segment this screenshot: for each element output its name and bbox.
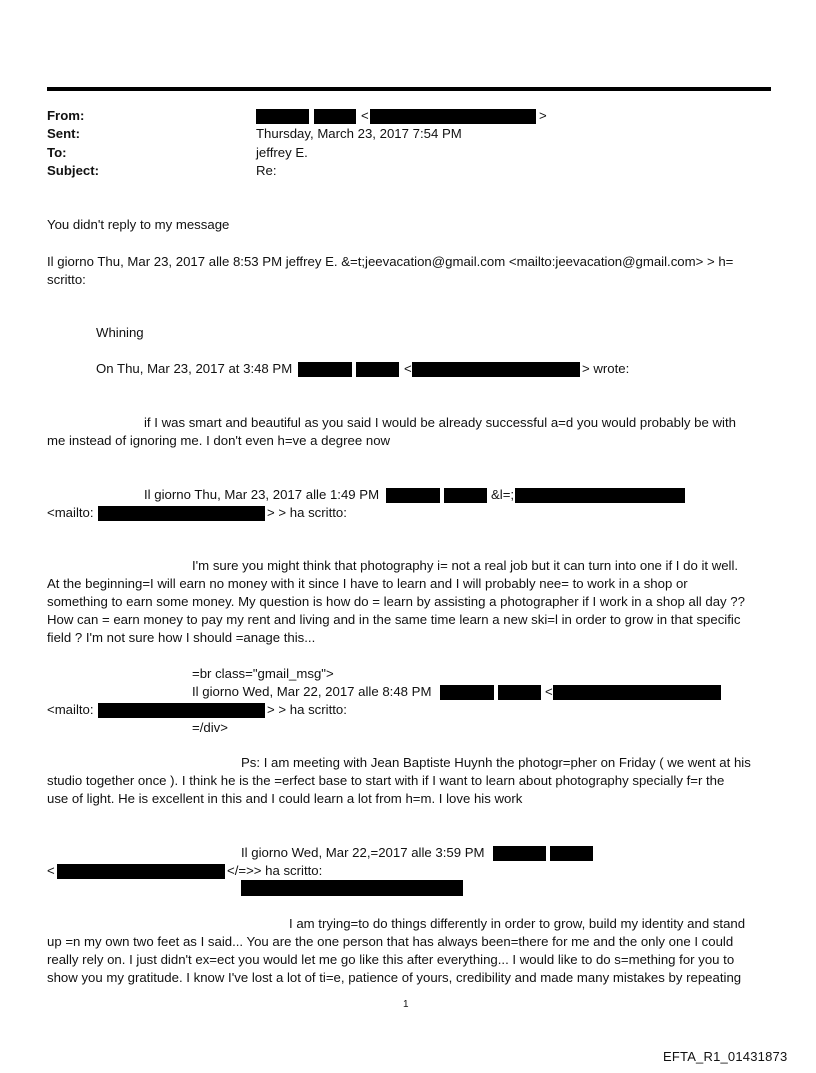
para-photo-line-4: How can = earn money to pay my rent and living and in the same time learn a new ski=l in order to grow in that specific: [47, 612, 741, 627]
document-id: EFTA_R1_01431873: [663, 1049, 788, 1064]
para-trying-line-4: show you my gratitude. I know I've lost a lot of ti=e, patience of yours, credibility and made many mistakes by repeating: [47, 970, 742, 985]
body-ilgiorno-2-amp: &l=;: [491, 487, 515, 502]
from-label: From:: [47, 108, 85, 123]
redaction-name-4a: [493, 846, 546, 861]
redaction-name-1a: [298, 362, 352, 377]
redaction-sender-last: [314, 109, 356, 124]
subject-label: Subject:: [47, 163, 100, 178]
redaction-name-2b: [444, 488, 487, 503]
body-ilgiorno-4: Il giorno Wed, Mar 22,=2017 alle 3:59 PM: [241, 845, 485, 860]
para-ps-line-3: use of light. He is excellent in this and I could learn a lot from h=m. I love his work: [47, 791, 523, 806]
redaction-sender-first: [256, 109, 309, 124]
body-br-class: =br class="gmail_msg">: [192, 666, 334, 681]
para-ps-line-2: studio together once ). I think he is the =erfect base to start with if I want to learn about photography specially f=r the: [47, 773, 725, 788]
body-mailto-1: <mailto:: [47, 505, 94, 520]
redaction-mailto-1: [98, 506, 265, 521]
body-on-thu-lt: <: [404, 361, 412, 376]
body-div-close: =/div>: [192, 720, 228, 735]
para-photo-line-1: I'm sure you might think that photography i= not a real job but it can turn into one if I do it well.: [192, 558, 739, 573]
body-ilgiorno-1: Il giorno Thu, Mar 23, 2017 alle 8:53 PM jeffrey E. &=t;jeevacation@gmail.com <mailto:jeevacation@gmail.com> > h=: [47, 254, 734, 269]
para-trying-line-3: really rely on. I just didn't ex=ect you would let me go like this after everything... I would like to do s=mething for you to: [47, 952, 735, 967]
header-divider: [47, 87, 771, 91]
body-mailto-2: <mailto:: [47, 702, 94, 717]
redaction-name-4b: [550, 846, 593, 861]
body-wrote: > wrote:: [582, 361, 630, 376]
page-number: 1: [403, 999, 409, 1010]
para-trying-line-2: up =n my own two feet as I said... You are the one person that has always been=there for me and the only one I could: [47, 934, 734, 949]
redaction-name-2a: [386, 488, 440, 503]
body-ilgiorno-3-lt: <: [545, 684, 553, 699]
redaction-name-3b: [498, 685, 541, 700]
sent-label: Sent:: [47, 126, 80, 141]
to-value: jeffrey E.: [256, 145, 308, 160]
para-photo-line-5: field ? I'm not sure how I should =anage this...: [47, 630, 316, 645]
body-ilgiorno-2: Il giorno Thu, Mar 23, 2017 alle 1:49 PM: [144, 487, 380, 502]
body-ilgiorno-4-lt: <: [47, 863, 55, 878]
body-on-thu: On Thu, Mar 23, 2017 at 3:48 PM: [96, 361, 293, 376]
redaction-mailto-2: [98, 703, 265, 718]
subject-value: Re:: [256, 163, 277, 178]
redaction-sender-email: [370, 109, 536, 124]
para-smart-line-1: if I was smart and beautiful as you said I would be already successful a=d you would probably be with: [144, 415, 736, 430]
from-gt: >: [539, 108, 547, 123]
body-whining: Whining: [96, 325, 144, 340]
redaction-name-1b: [356, 362, 399, 377]
redaction-email-4: [57, 864, 225, 879]
from-lt: <: [361, 108, 369, 123]
body-mailto-2-tail: > > ha scritto:: [267, 702, 347, 717]
body-ilgiorno-3: Il giorno Wed, Mar 22, 2017 alle 8:48 PM: [192, 684, 432, 699]
redaction-name-3a: [440, 685, 494, 700]
body-scritto-1: scritto:: [47, 272, 86, 287]
para-ps-line-1: Ps: I am meeting with Jean Baptiste Huynh the photogr=pher on Friday ( we went at his: [241, 755, 751, 770]
body-reply-line: You didn't reply to my message: [47, 217, 230, 232]
para-smart-line-2: me instead of ignoring me. I don't even h=ve a degree now: [47, 433, 391, 448]
redaction-email-3: [553, 685, 721, 700]
para-photo-line-3: something to earn some money. My question is how do = learn by assisting a photographer if I work in a shop all day ??: [47, 594, 745, 609]
to-label: To:: [47, 145, 67, 160]
body-mailto-1-tail: > > ha scritto:: [267, 505, 347, 520]
body-ilgiorno-4-tail: </=>> ha scritto:: [227, 863, 323, 878]
sent-value: Thursday, March 23, 2017 7:54 PM: [256, 126, 462, 141]
redaction-email-1: [412, 362, 580, 377]
para-photo-line-2: At the beginning=I will earn no money with it since I have to learn and I will probably nee= to work in a shop or: [47, 576, 688, 591]
redaction-email-2: [515, 488, 685, 503]
redaction-block-4: [241, 880, 463, 896]
para-trying-line-1: I am trying=to do things differently in order to grow, build my identity and stand: [289, 916, 746, 931]
